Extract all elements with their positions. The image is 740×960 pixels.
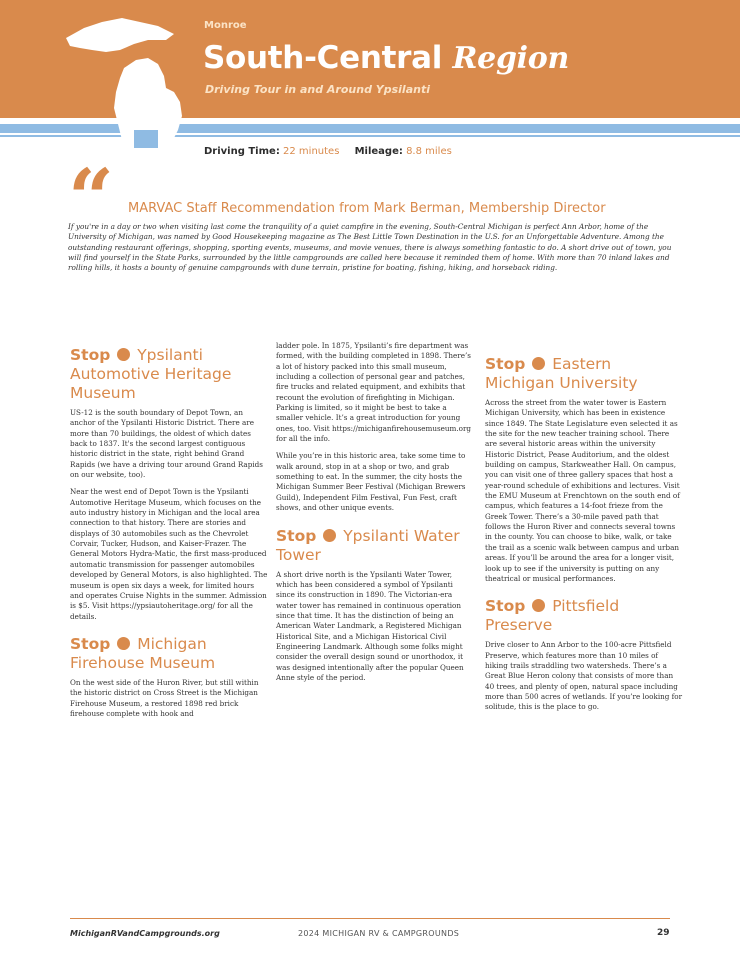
paragraph: ladder pole. In 1875, Ypsilanti’s fire department was formed, with the building completed in 1898. There’s a lot of history packed into this small museum, including a collection of personal gear and patches, fire trucks and related equipment, and exhibits that recount the evolution of firefighting in Michigan. Parking is limited, so it might be best to take a smaller vehicle. It’s a great introduction for young ones, too. Visit https://michiganfirehousemuseum.org for all the info. (276, 341, 472, 444)
stop-heading (70, 635, 268, 673)
title-script: Region (452, 41, 569, 76)
quote-body: If you're in a day or two when visiting last come the tranquility of a quiet campfire in the evening, South-Central Michigan is perfect Ann Arbor, home of the University of Michigan, was named by Good Housekeeping magazine as The Best Little Town Destination in the U.S. for an Unforgettable Adventure. Among the outstanding restaurant offerings, shopping, sporting events, museums, and movie venues, there is always something fantastic to do. A short drive out of town, you will find yourself in the State Parks, surrounded by the little campgrounds are called here because it reminded them of home. With more than 70 inland lakes and rolling hills, it hosts a bounty of genuine campgrounds with dune terrain, pristine for boating, fishing, hiking, and horseback riding. (68, 222, 672, 273)
stop-dot-icon (117, 637, 130, 650)
quote-heading: MARVAC Staff Recommendation from Mark Berman, Membership Director (128, 201, 606, 216)
stop-word: Stop (70, 634, 111, 653)
paragraph: On the west side of the Huron River, but still within the historic district on Cross Street is the Michigan Firehouse Museum, a restored 1898 red brick firehouse complete with hook and (70, 677, 259, 718)
quote-mark-icon: “ (68, 151, 115, 245)
stop-dot-icon (532, 599, 545, 612)
stop-dot-icon (532, 357, 545, 370)
mileage-value: 8.8 miles (406, 146, 452, 157)
stop-dot-icon (117, 348, 130, 361)
driving-time-value: 22 minutes (283, 146, 340, 157)
trip-info (204, 146, 464, 157)
column-2 (276, 341, 474, 690)
stop-name: Ypsilanti Water Tower (276, 526, 460, 564)
paragraph: Drive closer to Ann Arbor to the 100-acre Pittsfield Preserve, which features more than 10 miles of hiking trails straddling two watersheds. There’s a Great Blue Heron colony that consists of more than 40 trees, and plenty of open, natural space including more than 500 acres of wetlands. If you’re looking for solitude, this is the place to go. (485, 640, 683, 712)
mileage-label: Mileage: (354, 146, 403, 157)
stop-heading (70, 346, 268, 403)
stop-dot-icon (323, 529, 336, 542)
michigan-map-icon (62, 8, 202, 160)
page-number: 29 (657, 928, 670, 938)
stop-name: Pittsfield Preserve (485, 597, 620, 635)
page-subtitle: Driving Tour in and Around Ypsilanti (205, 83, 430, 96)
footer-publication: 2024 MICHIGAN RV & CAMPGROUNDS (298, 929, 460, 938)
stop-word: Stop (276, 526, 317, 545)
paragraph: Across the street from the water tower is Eastern Michigan University, which has been in existence since 1849. The State Legislature even selected it as the site for the new teacher training school. There are several historic areas within the university Historic District, Pease Auditorium, and the oldest building on campus, Starkweather Hall. On campus, you can visit one of three gallery spaces that host a year-round schedule of exhibitions and lectures. Visit the EMU Museum at Frenchtown on the south end of campus, which features a 14-foot frieze from the Greek Tower. There’s a 30-mile paved path that follows the Huron River and connects several towns in the county. You can choose to bike, walk, or take the trail as a scenic walk between campus and urban areas. If you’ll be around the area for a longer visit, look up to see if the university is putting on any theatrical or musical performances. (485, 398, 680, 583)
footer-website-link[interactable]: MichiganRVandCampgrounds.org (70, 929, 220, 938)
column-3 (485, 355, 683, 720)
section-label: Monroe (204, 20, 247, 31)
stop-heading (485, 597, 683, 635)
paragraph: US-12 is the south boundary of Depot Town, an anchor of the Ypsilanti Historic District. There are more than 70 buildings, the oldest of which dates back to 1837. It's the second largest contiguous historic district in the state, right behind Grand Rapids (we have a driving tour around Grand Rapids on our website, too). (70, 408, 263, 480)
paragraph: While you’re in this historic area, take some time to walk around, stop in at a shop or two, and grab something to eat. In the summer, the city hosts the Michigan Summer Beer Festival (Michigan Brewers Guild), Independent Film Festival, Fun Fest, craft shows, and other unique events. (276, 451, 466, 513)
stop-heading (485, 355, 683, 393)
title-main: South-Central (203, 40, 443, 76)
stop-word: Stop (485, 355, 526, 373)
stop-name: Ypsilanti Automotive Heritage Museum (70, 346, 232, 402)
paragraph: A short drive north is the Ypsilanti Water Tower, which has been considered a symbol of Ypsilanti since its construction in 1890. The Victorian-era water tower has remained in continuous operation since that time. It has the distinction of being an American Water Landmark, a Registered Michigan Historical Site, and a Michigan Historical Civil Engineering Landmark. Although some folks might consider the overall design sound or unorthodox, it was designed intentionally after the popular Queen Anne style of the period. (276, 569, 464, 682)
stop-heading (276, 527, 474, 565)
footer-divider (70, 918, 670, 919)
paragraph: Near the west end of Depot Town is the Ypsilanti Automotive Heritage Museum, which focuses on the auto industry history in Michigan and the local area connection to that history. There are stories and displays of 30 automobiles such as the Chevrolet Corvair, Tucker, Hudson, and Kaiser-Frazer. The General Motors Hydra-Matic, the first mass-produced automatic transmission for passenger automobiles developed by General Motors, is also highlighted. The museum is open six days a week, for limited hours and operates Cruise Nights in the summer. Admission is $5. Visit https://ypsiautoheritage.org/ for all the details. (70, 487, 268, 621)
stop-word: Stop (485, 597, 526, 616)
stop-name: Eastern Michigan University (485, 355, 638, 392)
page-title (203, 40, 569, 76)
column-1 (70, 346, 268, 726)
driving-time-label: Driving Time: (204, 146, 280, 157)
stop-name: Michigan Firehouse Museum (70, 634, 216, 672)
stop-word: Stop (70, 346, 111, 364)
